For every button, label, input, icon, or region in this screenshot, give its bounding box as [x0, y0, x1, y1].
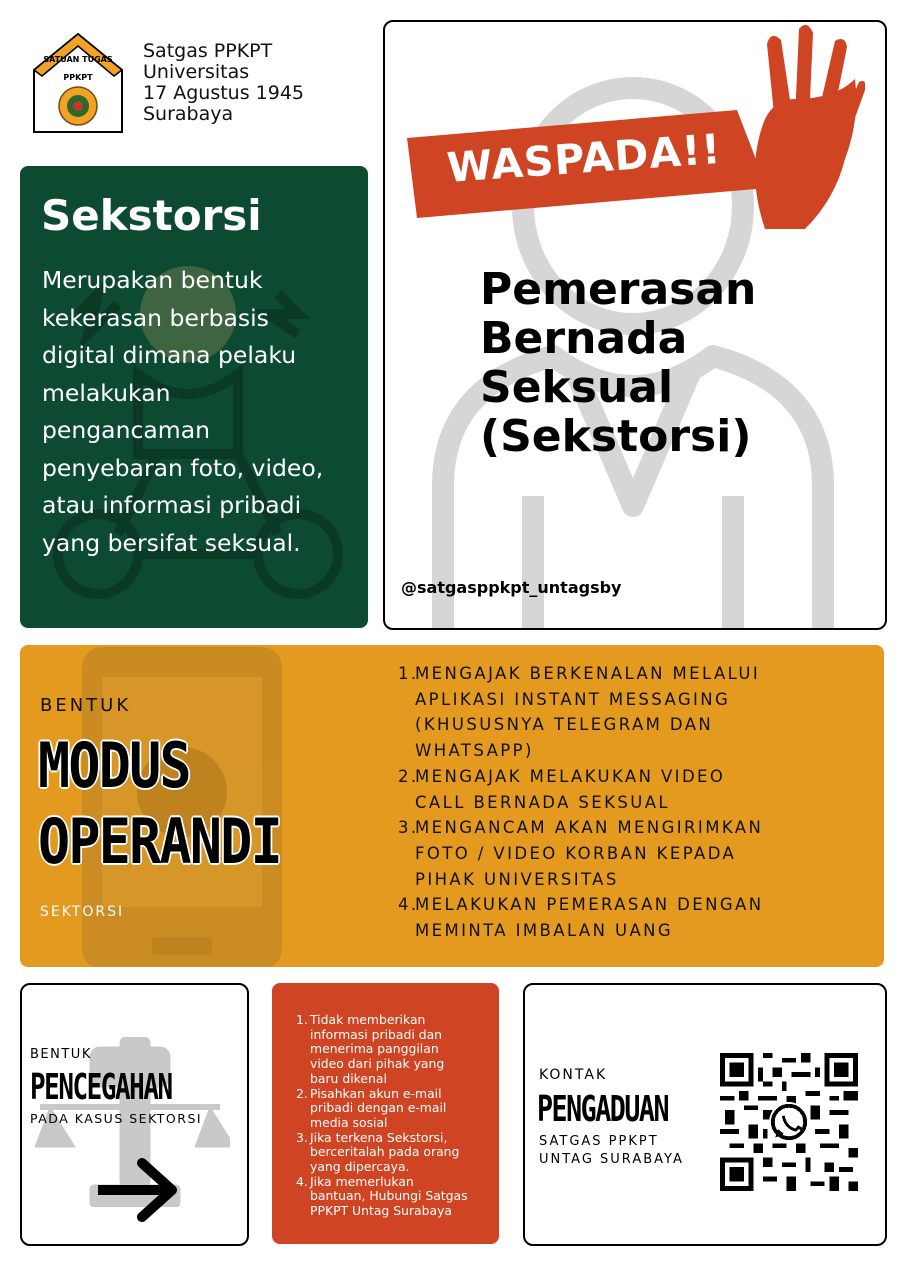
list-item [398, 815, 878, 892]
definition-text [42, 262, 362, 562]
list-line: Jika memerlukan [310, 1173, 414, 1189]
list-line: FOTO / VIDEO KORBAN KEPADA [415, 843, 737, 863]
list-line: baru dikenal [310, 1070, 387, 1086]
warning-title-line: Bernada [480, 313, 688, 364]
list-line: MENGAJAK BERKENALAN MELALUI [415, 664, 761, 683]
tips-list [296, 1013, 496, 1219]
definition-line: yang bersifat seksual. [42, 528, 301, 557]
list-line: MELAKUKAN PEMERASAN DENGAN [415, 895, 764, 915]
list-line: APLIKASI INSTANT MESSAGING [415, 689, 731, 709]
list-line: yang dipercaya. [310, 1159, 410, 1175]
list-item [296, 1013, 496, 1087]
list-line: PPKPT Untag Surabaya [310, 1203, 453, 1219]
arrow-right-icon [98, 1157, 182, 1223]
list-number: 2. [398, 766, 419, 786]
org-name-line: Universitas [143, 61, 250, 83]
list-line: (KHUSUSNYA TELEGRAM DAN [415, 715, 714, 735]
modus-title: MODUS [38, 729, 190, 802]
list-line: media sosial [310, 1114, 388, 1130]
modus-subtitle: SEKTORSI [40, 904, 125, 920]
warning-title-line: Seksual [480, 362, 674, 413]
list-line: CALL BERNADA SEKSUAL [415, 792, 670, 812]
contact-subtitle [539, 1133, 684, 1169]
prevention-title: PENCEGAHAN [30, 1067, 172, 1108]
prevention-card [20, 983, 249, 1246]
list-line: MENGANCAM AKAN MENGIRIMKAN [415, 818, 764, 838]
list-number: 4. [296, 1173, 308, 1189]
logo-arc-text: SATUAN TUGAS [43, 55, 113, 64]
definition-panel [20, 166, 368, 628]
list-number: 3. [398, 818, 419, 838]
definition-line: Merupakan bentuk [42, 266, 263, 294]
definition-line: digital dimana pelaku [42, 341, 297, 369]
list-item [296, 1131, 496, 1175]
list-line: bantuan, Hubungi Satgas [310, 1188, 468, 1204]
warning-title [480, 265, 756, 461]
contact-subtitle-line: SATGAS PPKPT [539, 1134, 659, 1149]
waspada-text: WASPADA!! [445, 124, 723, 192]
modus-kicker: BENTUK [40, 695, 132, 716]
contact-card [523, 983, 887, 1246]
list-number: 3. [296, 1129, 308, 1145]
definition-line: atau informasi pribadi [42, 491, 302, 519]
list-line: MENGAJAK MELAKUKAN VIDEO [415, 766, 726, 786]
warning-title-line: (Sekstorsi) [480, 411, 752, 462]
definition-line: pengancaman [42, 416, 210, 444]
prevention-subtitle: PADA KASUS SEKTORSI [30, 1111, 203, 1126]
list-number: 1. [398, 664, 419, 683]
warning-title-line: Pemerasan [480, 264, 757, 315]
contact-kicker: KONTAK [539, 1067, 608, 1083]
list-line: berceritalah pada orang [310, 1144, 460, 1160]
whatsapp-qr-code-icon[interactable] [720, 1053, 858, 1191]
contact-title: PENGADUAN [537, 1089, 669, 1130]
list-number: 1. [296, 1012, 308, 1027]
operandi-title: OPERANDI [38, 805, 282, 878]
list-line: PIHAK UNIVERSITAS [415, 869, 619, 889]
list-line: pribadi dengan e-mail [310, 1100, 447, 1116]
list-item [398, 661, 878, 764]
list-line: Tidak memberikan [310, 1012, 426, 1027]
list-line: informasi pribadi dan [310, 1026, 443, 1042]
logo-mid-text: PPKPT [63, 73, 93, 82]
list-line: menerima panggilan [310, 1041, 439, 1057]
list-item [296, 1175, 496, 1219]
modus-list [398, 661, 878, 944]
definition-line: penyebaran foto, video, [42, 453, 324, 482]
prevention-kicker: BENTUK [30, 1047, 92, 1062]
list-item [398, 892, 878, 943]
list-item [296, 1087, 496, 1131]
satgas-logo [32, 32, 124, 134]
definition-line: melakukan [42, 378, 171, 407]
warning-panel [383, 20, 887, 630]
list-line: Jika terkena Sekstorsi, [310, 1129, 448, 1145]
org-name-line: Surabaya [143, 103, 234, 125]
list-number: 4. [398, 895, 419, 915]
social-handle: @satgasppkpt_untagsby [401, 578, 622, 597]
list-line: MEMINTA IMBALAN UANG [415, 921, 674, 941]
list-line: WHATSAPP) [415, 741, 534, 761]
list-number: 2. [296, 1085, 308, 1101]
org-name-line: Satgas PPKPT [143, 40, 273, 62]
org-name [143, 41, 363, 125]
tips-card [272, 983, 499, 1244]
contact-subtitle-line: UNTAG SURABAYA [539, 1152, 684, 1167]
org-name-line: 17 Agustus 1945 [143, 82, 304, 104]
list-line: Pisahkan akun e-mail [310, 1085, 442, 1101]
list-item [398, 764, 878, 815]
modus-panel [20, 645, 884, 967]
definition-line: kekerasan berbasis [42, 303, 269, 332]
list-line: video dari pihak yang [310, 1056, 445, 1072]
definition-title: Sekstorsi [41, 191, 262, 240]
stop-hand-icon [745, 24, 865, 229]
